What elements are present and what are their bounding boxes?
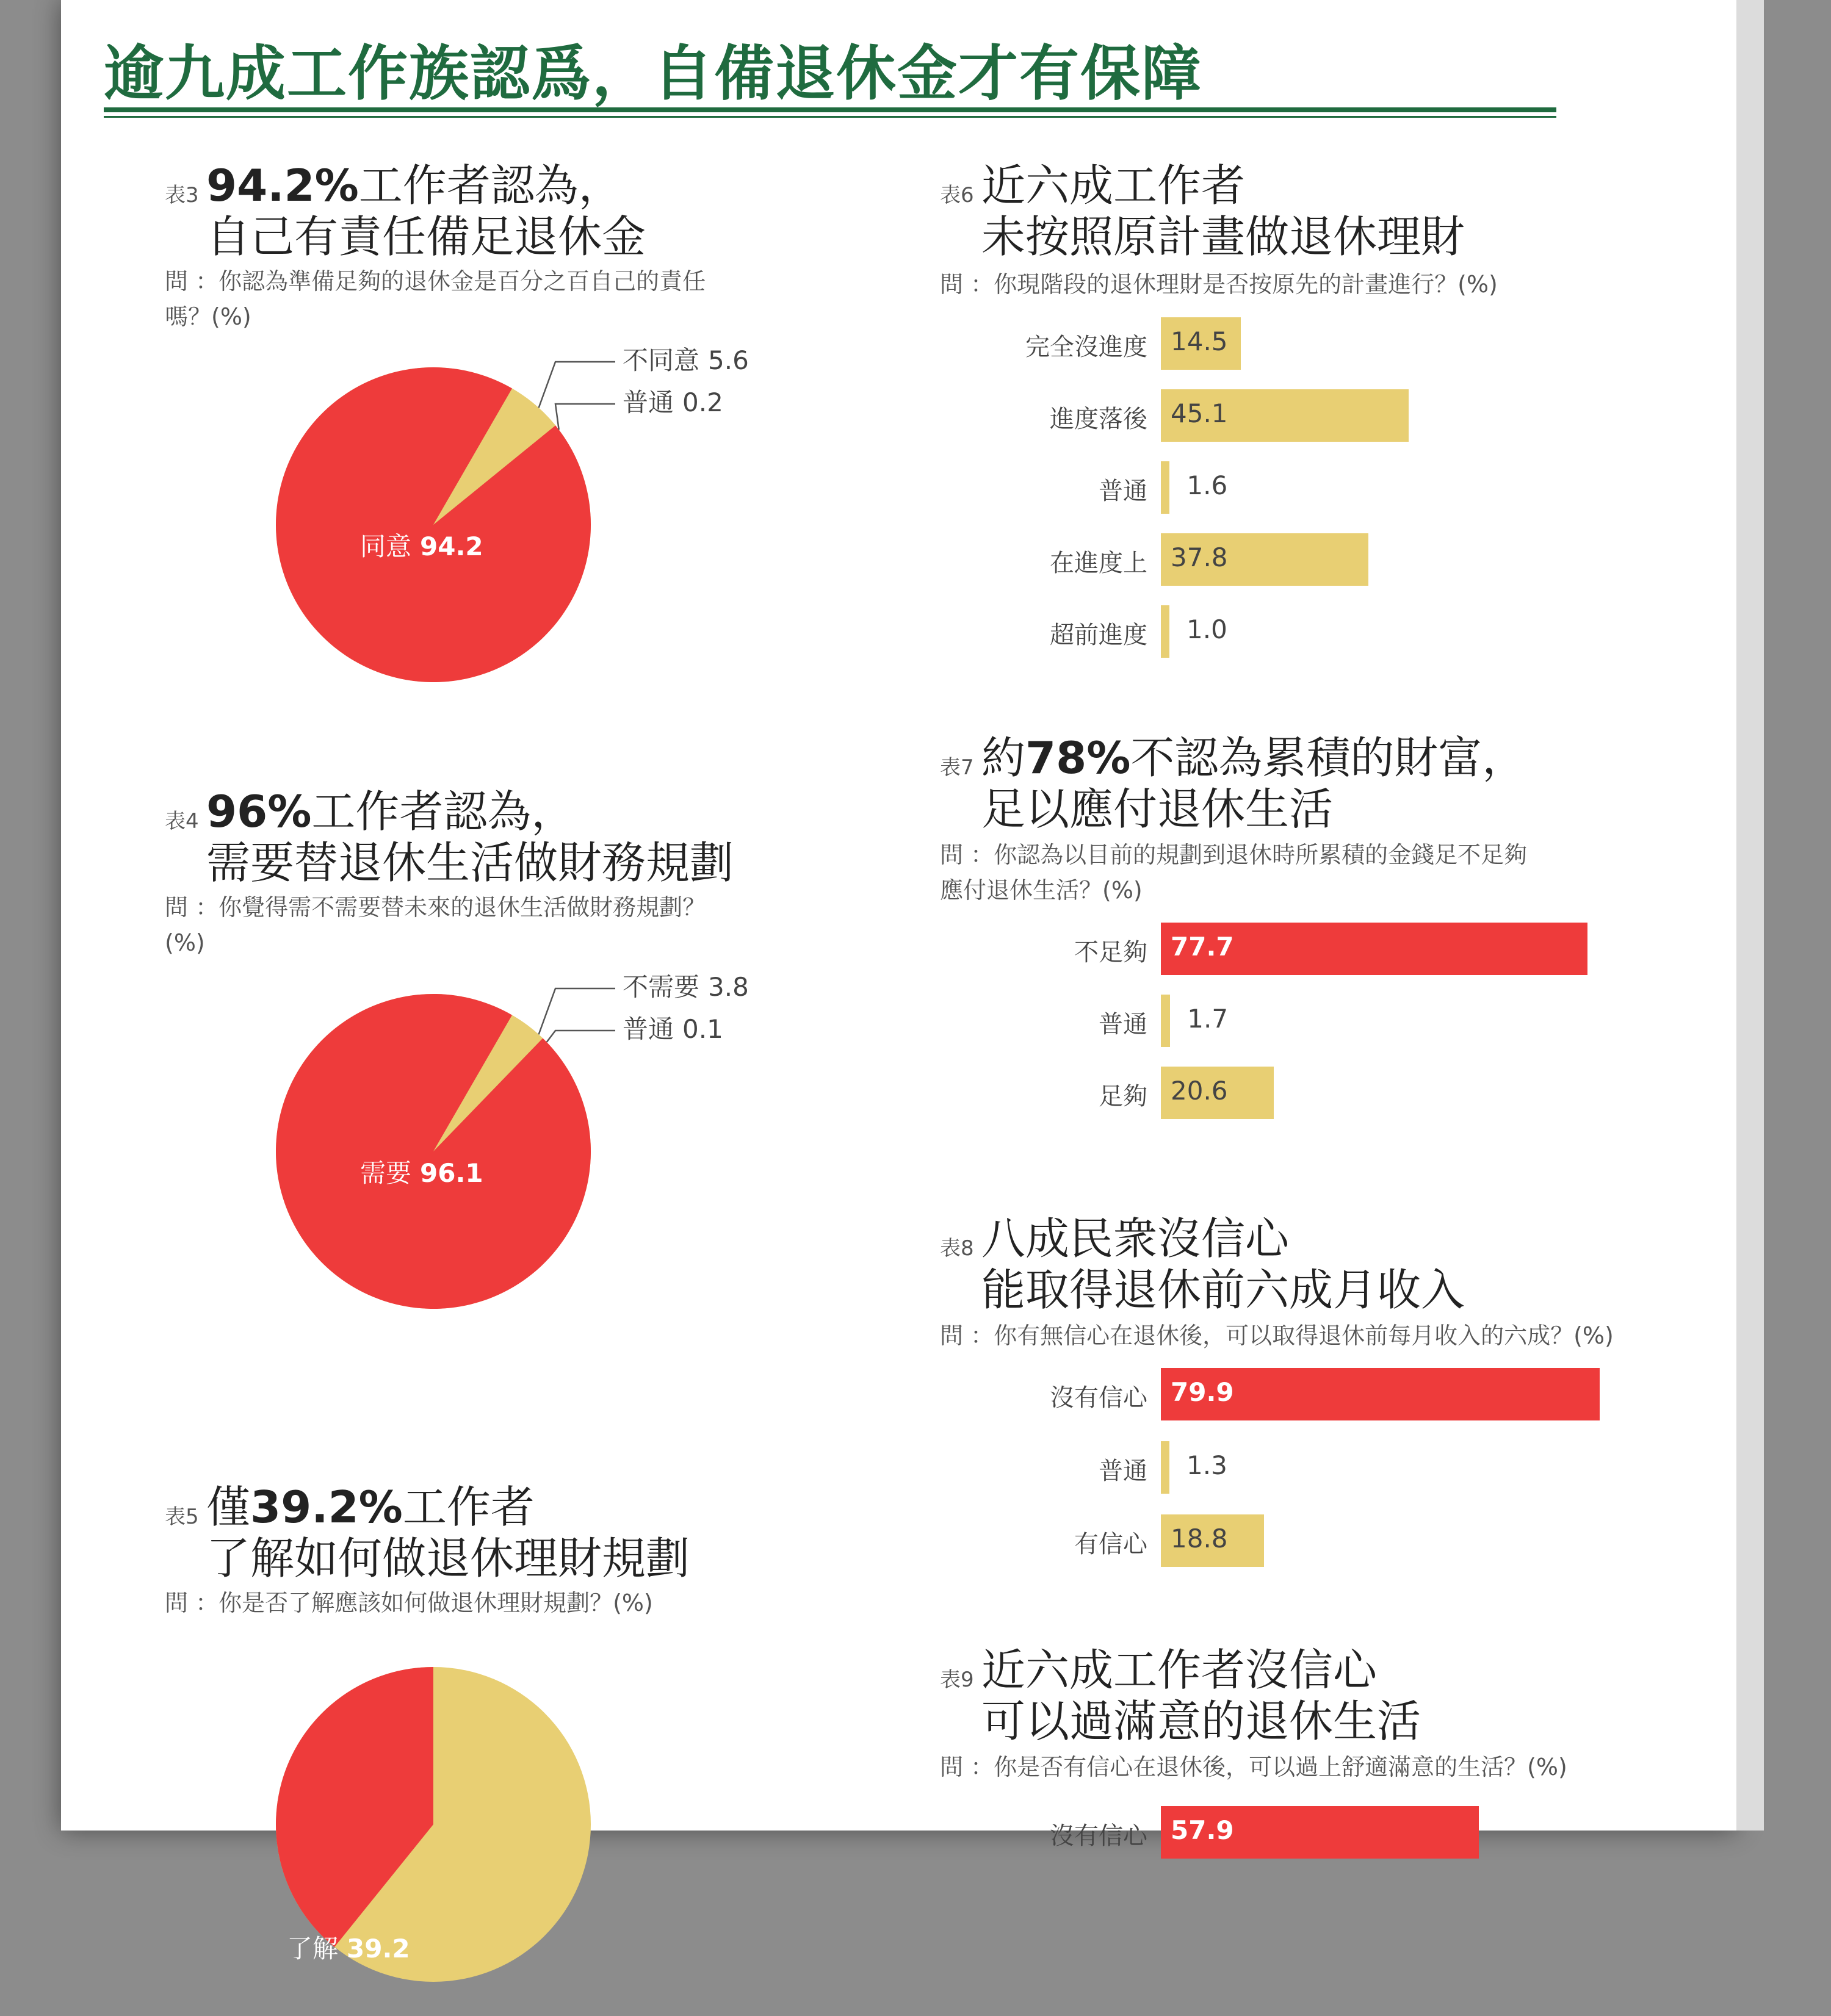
panel-title [981, 1213, 1465, 1316]
question-line1: 問 ：你覺得需不需要替未來的退休生活做財務規劃？ [165, 894, 706, 921]
leader-line [555, 404, 615, 430]
bar-chart-t7 [940, 923, 1672, 1142]
bar-category-label: 完全沒進度 [1025, 333, 1147, 361]
question-line2: 嗎？(%) [165, 303, 251, 330]
title-prefix: 約 [981, 732, 1026, 783]
question-line1: 問 ：你認為準備足夠的退休金是百分之百自己的責任 [165, 268, 706, 295]
panel-tag: 表7 [940, 755, 974, 780]
question-line2: 應付退休生活？(%) [940, 877, 1143, 904]
pie-chart-t4 [244, 968, 793, 1334]
panel-tag: 表3 [165, 183, 199, 207]
bar-category-label: 超前進度 [1050, 621, 1147, 649]
question-text [940, 1318, 1733, 1353]
bar-category-label: 普通 [1099, 1457, 1147, 1485]
bar-value-label: 1.6 [1186, 470, 1228, 500]
bar-value-label: 18.8 [1171, 1524, 1228, 1553]
title-line2: 能取得退休前六成月收入 [981, 1264, 1465, 1316]
pie-label: 了解 39.2 [287, 1934, 410, 1964]
pie-slice-需要 [276, 994, 591, 1309]
title-line2: 足以應付退休生活 [981, 783, 1334, 835]
bar-category-label: 沒有信心 [1050, 1822, 1147, 1850]
bar-普通 [1161, 461, 1169, 514]
question-line1: 問 ：你認為以目前的規劃到退休時所累積的金錢足不足夠 [940, 841, 1528, 868]
bar-chart-t9 [940, 1806, 1672, 1850]
title-line2: 需要替退休生活做財務規劃 [206, 837, 734, 888]
question-text [940, 837, 1703, 908]
pie-label-outside: 普通 0.1 [623, 1014, 723, 1044]
title-rule [104, 107, 1556, 112]
question-text [165, 264, 867, 334]
title-text: 工作者 [402, 1481, 535, 1533]
question-text [940, 267, 1703, 302]
bar-超前進度 [1161, 605, 1169, 658]
title-line2: 了解如何做退休理財規劃 [206, 1533, 690, 1584]
panel-tag: 表8 [940, 1236, 974, 1261]
question-text [165, 890, 867, 960]
title-text: 工作者認為， [311, 786, 576, 837]
pie-label-outside: 不需要 3.8 [623, 972, 749, 1002]
title-prefix: 僅 [206, 1481, 251, 1533]
bar-普通 [1161, 995, 1170, 1047]
bar-category-label: 普通 [1099, 477, 1147, 505]
bar-category-label: 進度落後 [1050, 405, 1147, 433]
panel-title [981, 732, 1526, 835]
panel-tag: 表6 [940, 183, 974, 207]
title-line2: 未按照原計畫做退休理財 [981, 211, 1465, 262]
panel-title [206, 160, 646, 262]
title-text: 工作者認為， [358, 160, 623, 211]
panel-title [981, 1644, 1421, 1747]
question-line1: 問 ：你現階段的退休理財是否按原先的計畫進行？(%) [940, 271, 1498, 298]
bar-value-label: 20.6 [1171, 1076, 1228, 1106]
bar-value-label: 37.8 [1171, 542, 1228, 572]
bar-value-label: 1.3 [1186, 1450, 1227, 1480]
title-line1: 近六成工作者沒信心 [981, 1644, 1378, 1696]
question-text [940, 1749, 1733, 1785]
title-highlight: 96% [206, 786, 312, 837]
pie-chart-t3 [244, 342, 793, 708]
pie-svg-t5 [244, 1647, 793, 2014]
pie-label-outside: 不同意 5.6 [623, 345, 749, 375]
pie-chart-t5 [244, 1647, 793, 1964]
title-line2: 可以過滿意的退休生活 [981, 1696, 1421, 1747]
page-title: 逾九成工作族認爲，自備退休金才有保障 [104, 38, 1203, 109]
bar-value-label: 1.7 [1187, 1004, 1229, 1034]
pie-svg-t3 [244, 342, 793, 708]
title-rule-thin [104, 116, 1556, 118]
question-line1: 問 ：你有無信心在退休後，可以取得退休前每月收入的六成？(%) [940, 1322, 1614, 1349]
bar-value-label: 79.9 [1171, 1377, 1234, 1407]
title-line2: 自己有責任備足退休金 [206, 211, 646, 262]
title-highlight: 39.2% [250, 1481, 403, 1533]
panel-title [206, 1481, 690, 1584]
title-line1: 近六成工作者 [981, 160, 1246, 211]
bar-value-label: 45.1 [1171, 398, 1228, 428]
pie-label-main: 同意 94.2 [360, 531, 483, 561]
bar-value-label: 77.7 [1171, 932, 1234, 962]
bar-category-label: 有信心 [1074, 1530, 1147, 1558]
bar-value-label: 1.0 [1186, 614, 1227, 644]
leader-line [539, 988, 615, 1034]
bar-category-label: 沒有信心 [1050, 1384, 1147, 1412]
bar-category-label: 普通 [1099, 1010, 1147, 1039]
pie-label-outside: 普通 0.2 [623, 387, 723, 417]
leader-line [547, 1031, 615, 1042]
bar-普通 [1161, 1441, 1169, 1494]
pie-label-main: 需要 96.1 [360, 1158, 483, 1188]
bar-value-label: 14.5 [1171, 326, 1228, 356]
bar-category-label: 在進度上 [1050, 549, 1147, 577]
pie-svg-t4 [244, 968, 793, 1334]
bar-category-label: 不足夠 [1074, 938, 1147, 967]
title-text: 不認為累積的財富， [1130, 732, 1526, 783]
question-line1: 問 ：你是否有信心在退休後，可以過上舒適滿意的生活？(%) [940, 1754, 1567, 1780]
panel-tag: 表9 [940, 1668, 974, 1692]
bar-chart-t8 [940, 1368, 1672, 1588]
question-line1: 問 ：你是否了解應該如何做退休理財規劃？(%) [165, 1589, 653, 1616]
panel-tag: 表4 [165, 809, 199, 833]
panel-title [206, 786, 734, 888]
bar-chart-t6 [940, 317, 1672, 671]
title-line1: 八成民衆沒信心 [981, 1213, 1290, 1264]
title-highlight: 94.2% [206, 160, 359, 211]
bar-category-label: 足夠 [1099, 1082, 1147, 1111]
page-edge [1736, 0, 1764, 1831]
leader-line [539, 362, 615, 408]
question-text [165, 1585, 867, 1621]
panel-title [981, 160, 1465, 262]
title-highlight: 78% [1025, 732, 1131, 783]
question-line2: (%) [165, 929, 205, 956]
panel-tag: 表5 [165, 1505, 199, 1529]
bar-value-label: 57.9 [1171, 1815, 1234, 1845]
